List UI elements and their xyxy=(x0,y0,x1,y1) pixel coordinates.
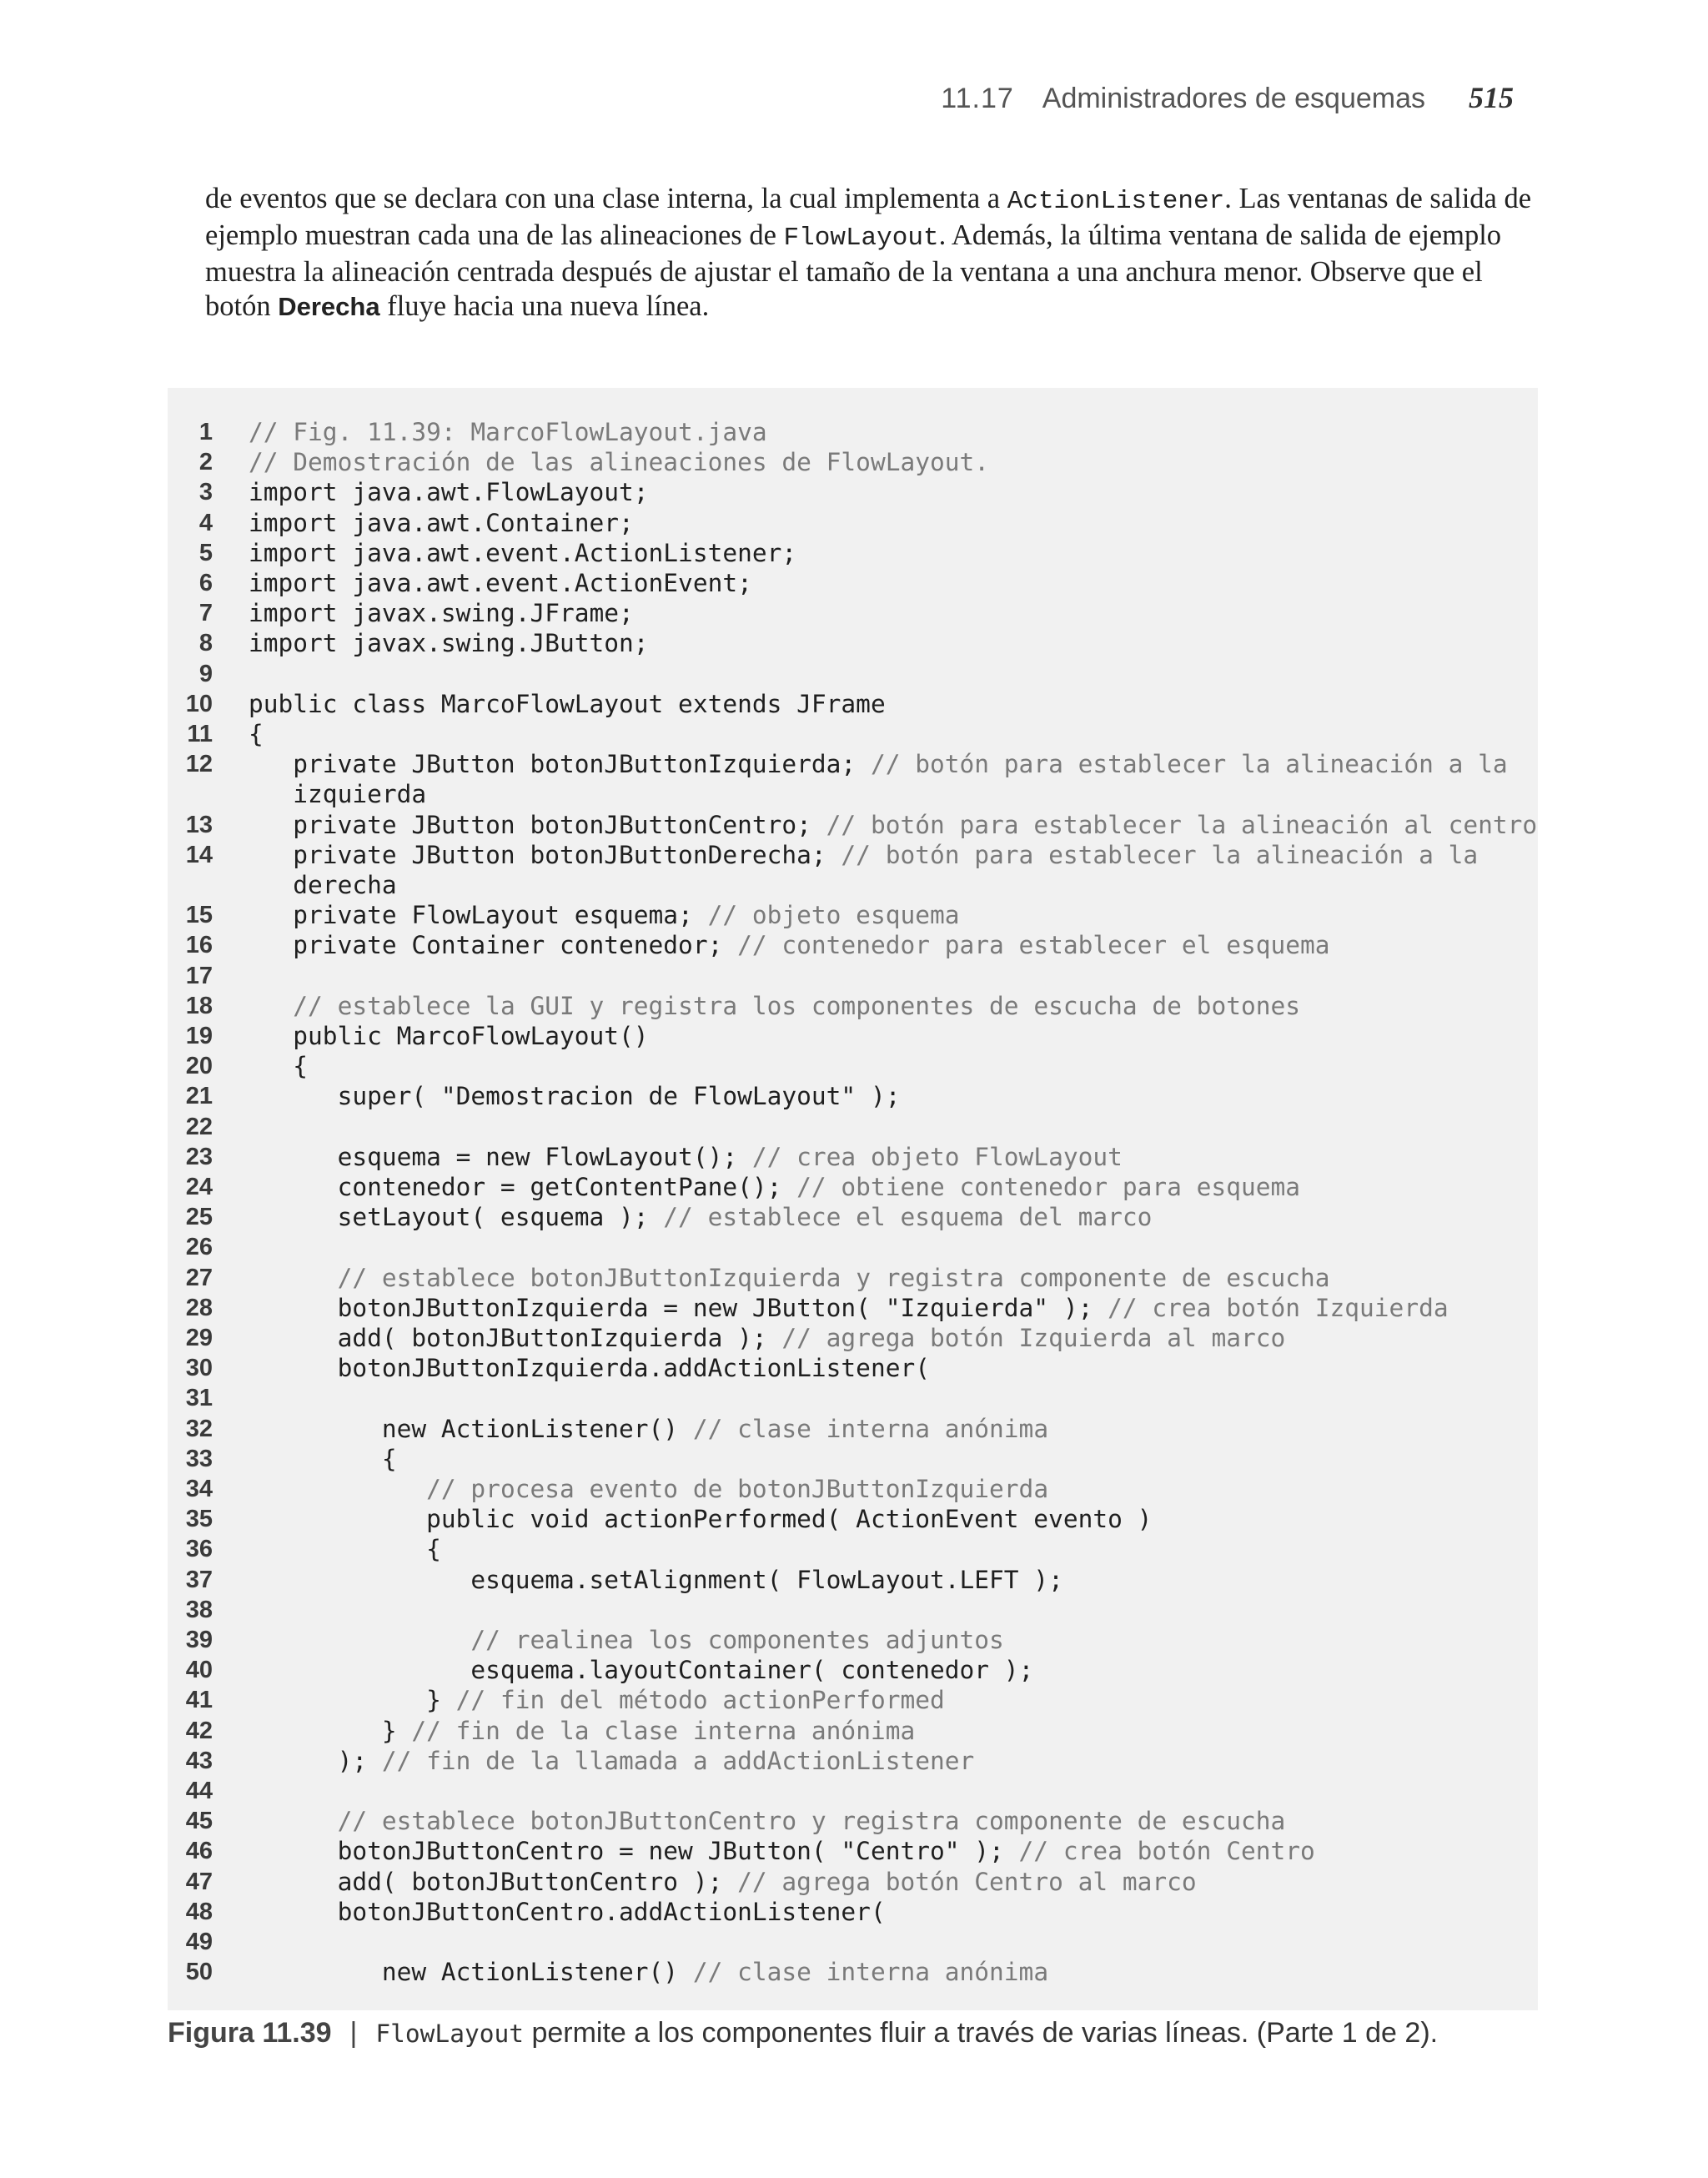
code-line xyxy=(168,1414,1538,1444)
line-number: 31 xyxy=(185,1385,213,1412)
code-line xyxy=(168,417,1538,447)
caption-separator: | xyxy=(349,2017,358,2049)
caption-code: FlowLayout xyxy=(375,2020,524,2048)
line-number: 41 xyxy=(185,1687,213,1714)
code-line xyxy=(168,1897,1538,1927)
code-text: ); // fin de la llamada a addActionListener xyxy=(249,1746,975,1775)
line-number: 12 xyxy=(185,751,213,778)
code-text: izquierda xyxy=(249,780,427,809)
code-line xyxy=(168,810,1538,840)
code-line xyxy=(168,1444,1538,1474)
line-number: 20 xyxy=(185,1053,213,1080)
code-line xyxy=(168,1625,1538,1655)
line-number: 46 xyxy=(185,1838,213,1865)
code-line xyxy=(168,1081,1538,1111)
line-number: 30 xyxy=(185,1355,213,1382)
line-number: 28 xyxy=(185,1294,213,1321)
intro-paragraph xyxy=(205,182,1532,324)
code-text: // procesa evento de botonJButtonIzquierda xyxy=(426,1475,1049,1503)
code-line xyxy=(168,538,1538,568)
code-text: add( botonJButtonIzquierda ); // agrega botón Izquierda al marco xyxy=(249,1324,1286,1352)
code-text: setLayout( esquema ); // establece el esquema del marco xyxy=(249,1203,1153,1232)
line-number: 6 xyxy=(198,570,213,596)
code-text: // establece la GUI y registra los componentes de escucha de botones xyxy=(293,991,1301,1020)
code-text: botonJButtonIzquierda.addActionListener( xyxy=(249,1354,930,1383)
code-line xyxy=(168,1504,1538,1534)
line-number: 13 xyxy=(185,811,213,838)
code-line xyxy=(168,1293,1538,1323)
code-text: esquema.layoutContainer( contenedor ); xyxy=(249,1656,1034,1685)
code-line xyxy=(168,689,1538,719)
line-number: 17 xyxy=(185,962,213,989)
code-text: } // fin del método actionPerformed xyxy=(249,1686,945,1715)
line-number: 36 xyxy=(185,1536,213,1563)
line-number: 25 xyxy=(185,1204,213,1231)
code-text: { xyxy=(249,1444,397,1473)
code-text: // realinea los componentes adjuntos xyxy=(470,1626,1004,1654)
line-number: 10 xyxy=(185,690,213,717)
code-line xyxy=(168,1957,1538,1987)
code-text: private FlowLayout esquema; // objeto esquema xyxy=(249,901,960,930)
line-number: 21 xyxy=(185,1083,213,1110)
intro-line: muestra la alineación centrada después de ajustar el tamaño de la ventana a una anchura menor. Observe que el xyxy=(205,256,1483,288)
line-number: 33 xyxy=(185,1445,213,1472)
intro-line xyxy=(205,289,1506,324)
intro-text: ejemplo muestran cada una de las alineaciones de xyxy=(205,219,784,251)
running-header xyxy=(930,80,1514,122)
code-line xyxy=(168,1655,1538,1685)
line-number: 39 xyxy=(185,1627,213,1653)
line-number: 1 xyxy=(198,419,213,445)
line-number: 32 xyxy=(185,1415,213,1442)
code-text: { xyxy=(249,1052,309,1081)
code-text: botonJButtonCentro = new JButton( "Centro" ); // crea botón Centro xyxy=(249,1837,1315,1866)
line-number: 49 xyxy=(185,1929,213,1955)
code-text: // Demostración de las alineaciones de FlowLayout. xyxy=(249,448,990,477)
code-text: { xyxy=(249,720,264,748)
line-number: 8 xyxy=(198,630,213,657)
line-number: 15 xyxy=(185,902,213,929)
code-line xyxy=(168,1172,1538,1202)
figure-label: Figura 11.39 xyxy=(168,2017,332,2049)
code-line xyxy=(168,1263,1538,1293)
code-text: new ActionListener() // clase interna anónima xyxy=(249,1958,1049,1987)
code-line xyxy=(168,1867,1538,1897)
line-number: 7 xyxy=(198,600,213,627)
code-line xyxy=(168,447,1538,477)
code-text: // Fig. 11.39: MarcoFlowLayout.java xyxy=(249,418,767,446)
code-line xyxy=(168,1112,1538,1142)
code-line xyxy=(168,719,1538,749)
intro-text: . Las ventanas de salida de xyxy=(1224,183,1532,214)
code-line xyxy=(168,991,1538,1021)
line-number: 18 xyxy=(185,992,213,1019)
line-number: 19 xyxy=(185,1023,213,1049)
code-line xyxy=(168,628,1538,658)
intro-text: de eventos que se declara con una clase interna, la cual implementa a xyxy=(205,183,1007,214)
code-line xyxy=(168,1746,1538,1776)
line-number: 29 xyxy=(185,1325,213,1351)
line-number: 27 xyxy=(185,1264,213,1291)
line-number: 45 xyxy=(185,1808,213,1835)
code-text: { xyxy=(249,1535,441,1564)
code-text: import java.awt.Container; xyxy=(249,508,634,537)
line-number: 3 xyxy=(198,479,213,506)
code-line xyxy=(168,779,1538,809)
line-number: 42 xyxy=(185,1717,213,1744)
code-text: botonJButtonIzquierda = new JButton( "Izquierda" ); // crea botón Izquierda xyxy=(249,1293,1449,1322)
line-number: 2 xyxy=(198,449,213,476)
line-number: 44 xyxy=(185,1778,213,1804)
button-name: Derecha xyxy=(278,292,380,321)
intro-text: botón xyxy=(205,290,279,322)
code-text: derecha xyxy=(249,871,397,899)
code-line xyxy=(168,1021,1538,1051)
line-number: 5 xyxy=(198,539,213,566)
code-text: import java.awt.event.ActionEvent; xyxy=(249,569,752,597)
code-line xyxy=(168,1685,1538,1715)
line-number: 11 xyxy=(187,721,213,747)
line-number: 40 xyxy=(185,1657,213,1684)
code-line xyxy=(168,1534,1538,1564)
code-line xyxy=(168,930,1538,960)
intro-text: fluye hacia una nueva línea. xyxy=(379,290,710,322)
code-text: } // fin de la clase interna anónima xyxy=(249,1716,916,1745)
line-number: 14 xyxy=(185,841,213,868)
code-text: botonJButtonCentro.addActionListener( xyxy=(249,1897,886,1926)
code-line xyxy=(168,840,1538,870)
line-number: 24 xyxy=(185,1174,213,1200)
code-line xyxy=(168,1716,1538,1746)
code-line xyxy=(168,1565,1538,1595)
code-line xyxy=(168,1776,1538,1806)
line-number: 48 xyxy=(185,1898,213,1925)
code-text: import javax.swing.JFrame; xyxy=(249,599,634,628)
section-title: Administradores de esquemas xyxy=(1042,83,1425,114)
code-text: contenedor = getContentPane(); // obtiene contenedor para esquema xyxy=(249,1173,1300,1201)
code-line xyxy=(168,1383,1538,1413)
section-number: 11.17 xyxy=(941,83,1014,114)
code-line xyxy=(168,1353,1538,1383)
code-line xyxy=(168,477,1538,507)
intro-text: . Además, la última ventana de salida de ejemplo xyxy=(938,219,1502,251)
code-text: esquema.setAlignment( FlowLayout.LEFT ); xyxy=(249,1565,1063,1594)
line-number: 16 xyxy=(185,932,213,959)
code-text: super( "Demostracion de FlowLayout" ); xyxy=(249,1082,901,1111)
code-line xyxy=(168,870,1538,900)
line-number: 4 xyxy=(198,509,213,536)
code-text: private JButton botonJButtonIzquierda; // botón para establecer la alineación a la xyxy=(249,750,1508,779)
intro-line xyxy=(205,182,1532,219)
code-line xyxy=(168,598,1538,628)
code-text: public void actionPerformed( ActionEvent evento ) xyxy=(249,1505,1153,1534)
code-line xyxy=(168,508,1538,538)
line-number: 26 xyxy=(185,1234,213,1261)
line-number: 47 xyxy=(185,1868,213,1895)
line-number: 9 xyxy=(198,660,213,687)
line-number: 50 xyxy=(185,1959,213,1986)
code-text: esquema = new FlowLayout(); // crea objeto FlowLayout xyxy=(249,1142,1123,1171)
code-line xyxy=(168,1232,1538,1262)
code-text: private JButton botonJButtonDerecha; // botón para establecer la alineación a la xyxy=(249,840,1479,869)
line-number: 43 xyxy=(185,1747,213,1774)
code-line xyxy=(168,1595,1538,1625)
code-text: new ActionListener() // clase interna anónima xyxy=(249,1414,1049,1443)
code-line xyxy=(168,1323,1538,1353)
code-line xyxy=(168,568,1538,598)
line-number: 34 xyxy=(185,1476,213,1502)
code-line xyxy=(168,1202,1538,1232)
code-line xyxy=(168,659,1538,689)
figure-caption xyxy=(168,2017,1538,2057)
inline-code: ActionListener xyxy=(1007,187,1225,216)
intro-line xyxy=(205,219,1506,255)
code-text: import java.awt.event.ActionListener; xyxy=(249,538,797,567)
code-line xyxy=(168,1806,1538,1836)
code-line xyxy=(168,900,1538,930)
code-line xyxy=(168,1927,1538,1957)
code-line xyxy=(168,749,1538,779)
code-text: private JButton botonJButtonCentro; // botón para establecer la alineación al centro xyxy=(249,810,1538,839)
code-line xyxy=(168,1836,1538,1866)
line-number: 23 xyxy=(185,1143,213,1170)
code-line xyxy=(168,1474,1538,1504)
caption-text: permite a los componentes fluir a través de varias líneas. (Parte 1 de 2). xyxy=(524,2017,1439,2049)
code-text: // establece botonJButtonIzquierda y registra componente de escucha xyxy=(337,1263,1330,1292)
line-number: 22 xyxy=(185,1113,213,1140)
code-line xyxy=(168,1051,1538,1081)
code-line xyxy=(168,961,1538,991)
code-text: add( botonJButtonCentro ); // agrega botón Centro al marco xyxy=(249,1867,1197,1896)
code-text: public MarcoFlowLayout() xyxy=(249,1022,649,1050)
code-listing xyxy=(168,388,1538,2010)
code-text: import java.awt.FlowLayout; xyxy=(249,478,649,507)
page-number: 515 xyxy=(1469,81,1514,114)
code-text: // establece botonJButtonCentro y registra componente de escucha xyxy=(337,1807,1286,1836)
code-text: import javax.swing.JButton; xyxy=(249,629,649,658)
line-number: 35 xyxy=(185,1506,213,1533)
code-line xyxy=(168,1142,1538,1172)
line-number: 38 xyxy=(185,1596,213,1623)
inline-code: FlowLayout xyxy=(783,224,939,253)
code-text: private Container contenedor; // contenedor para establecer el esquema xyxy=(249,931,1330,960)
line-number: 37 xyxy=(185,1566,213,1593)
code-text: public class MarcoFlowLayout extends JFrame xyxy=(249,689,886,718)
